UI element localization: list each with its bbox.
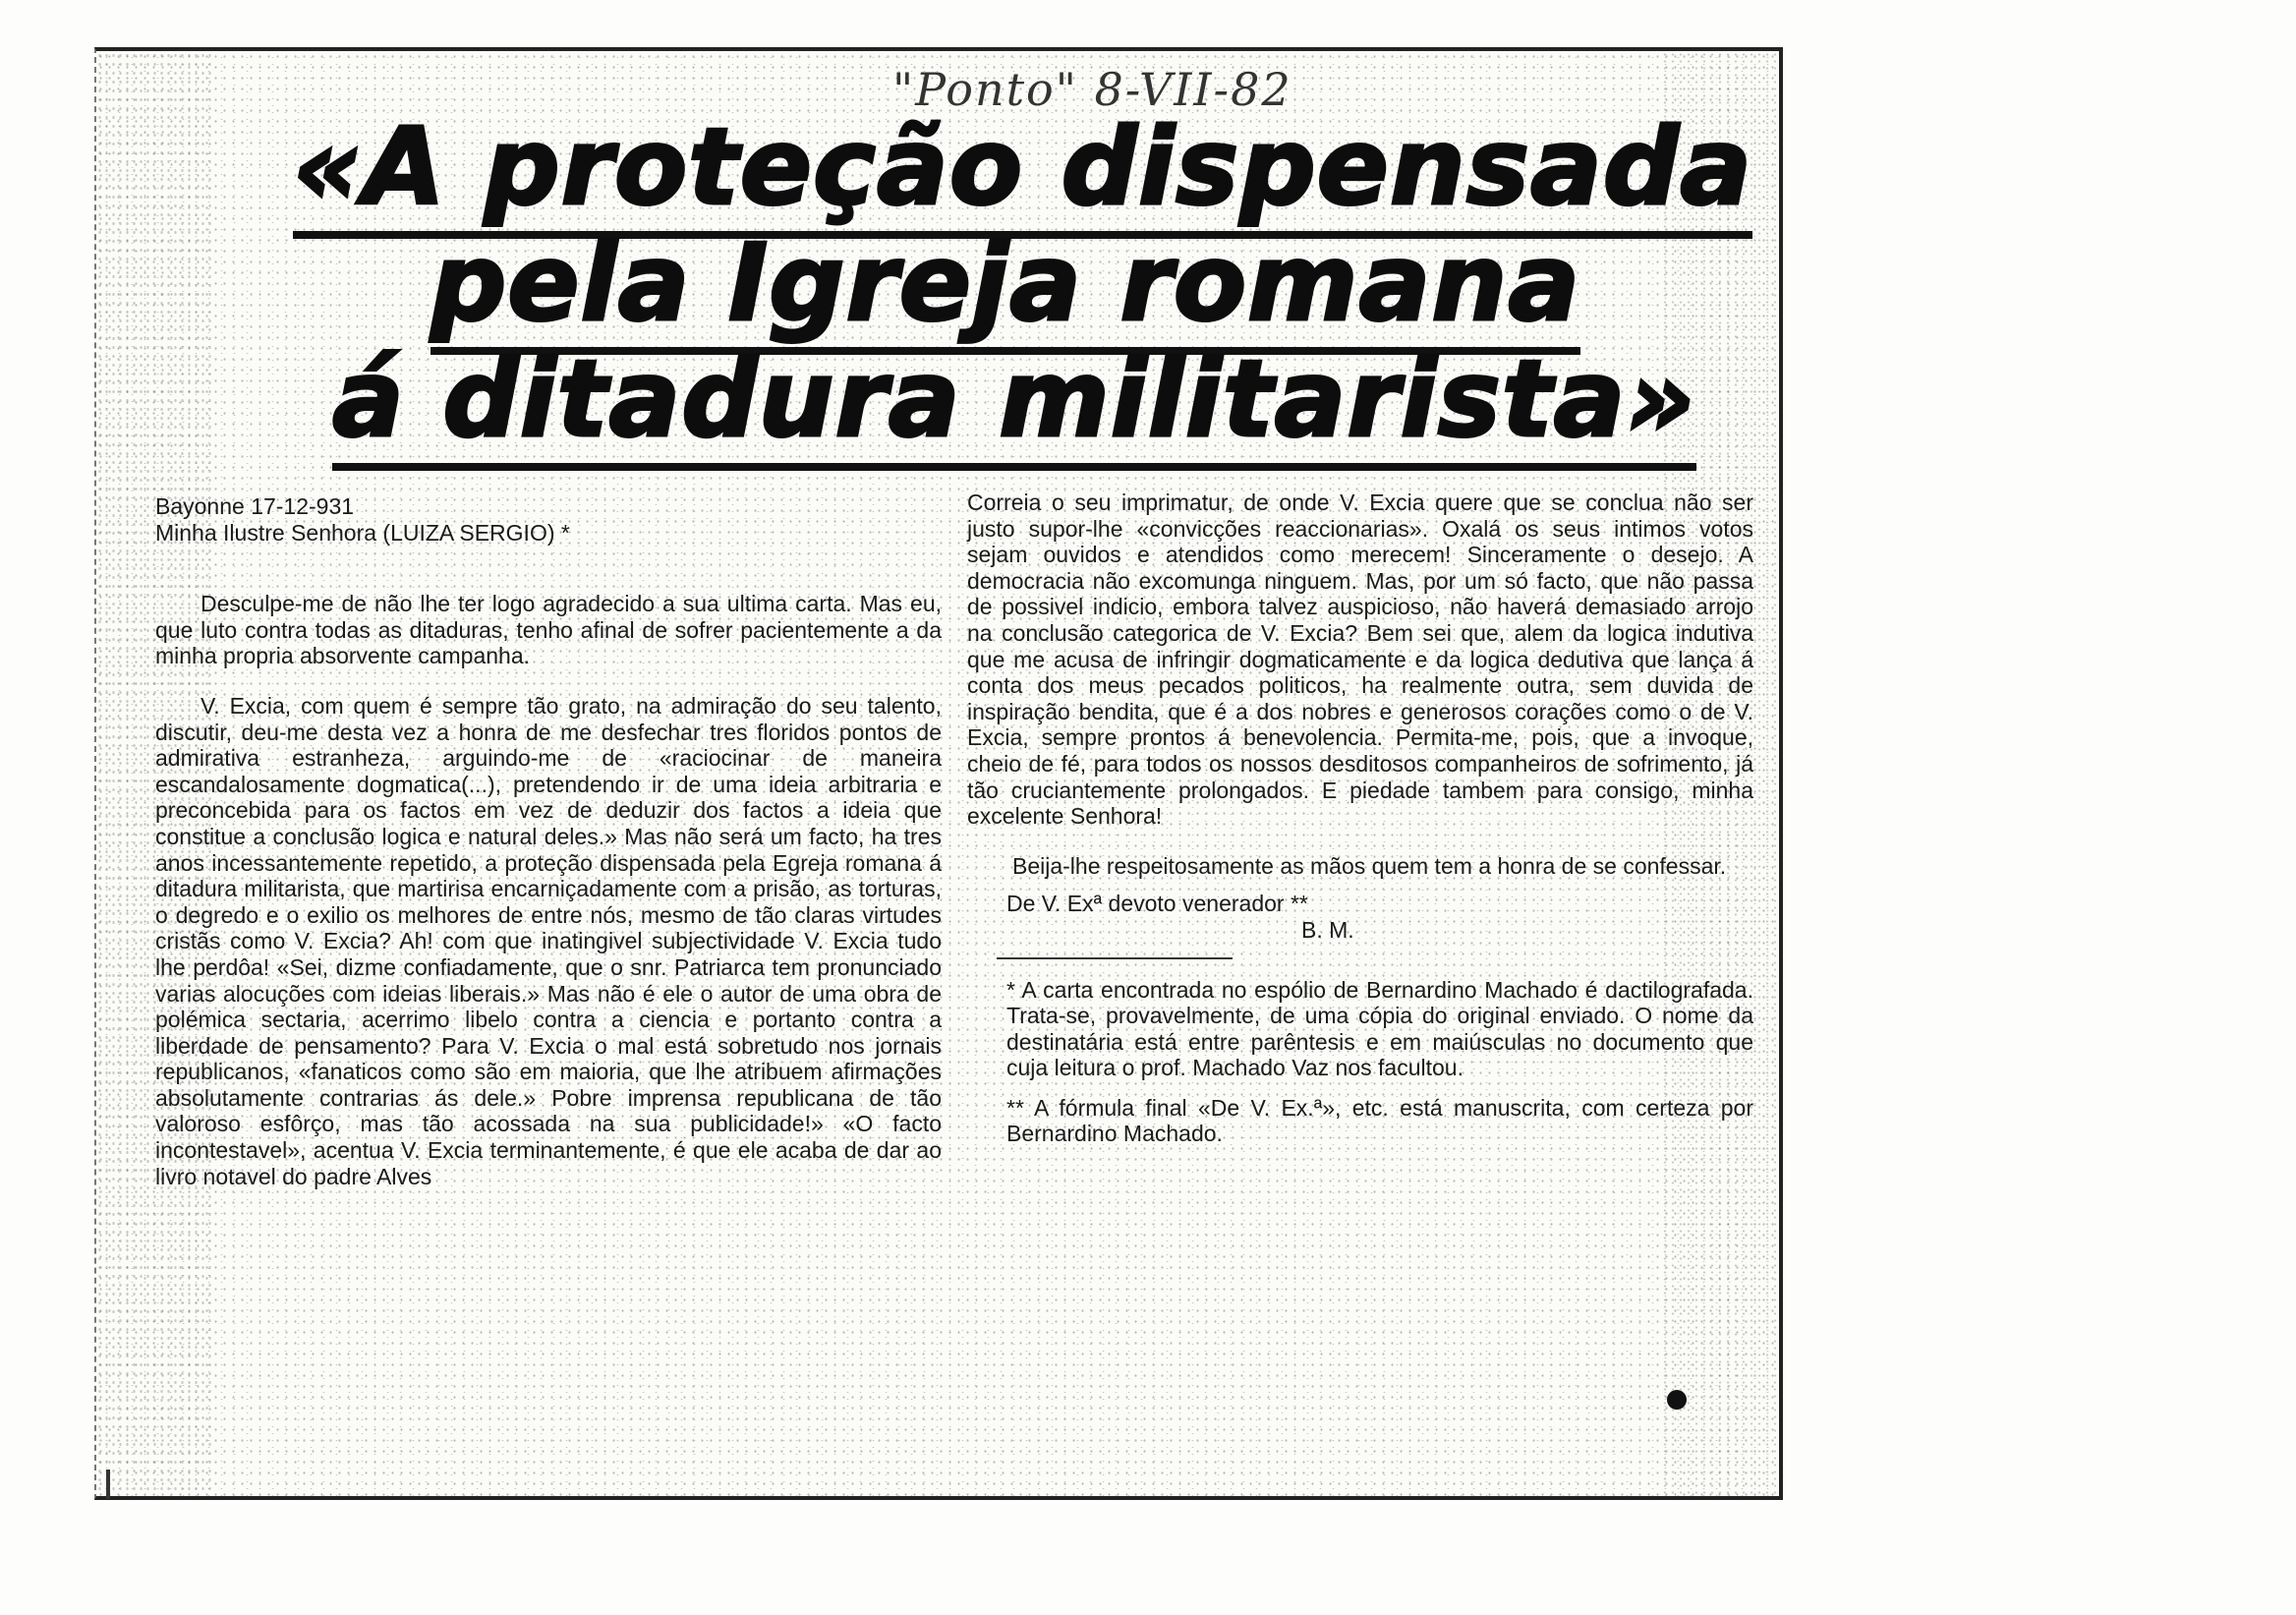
paragraph-1: Desculpe-me de não lhe ter logo agradecido a sua ultima carta. Mas eu, que luto contra todas as ditaduras, tenho afinal de sofrer pacientemente a da minha propria absorvente campanha. [155, 591, 942, 669]
newspaper-clipping [94, 47, 1783, 1500]
footnote-1: * A carta encontrada no espólio de Bernardino Machado é dactilografada. Trata-se, provavelmente, de uma cópia do original enviado. O nome da destinatária está entre parêntesis e em maiúsculas no documento que cuja leitura o prof. Machado Vaz nos facultou. [1006, 976, 1753, 1081]
left-column [155, 493, 942, 1189]
handwritten-source-date: "Ponto" 8-VII-82 [892, 63, 1292, 116]
paragraph-4: Beija-lhe respeitosamente as mãos quem tem a honra de se confessar. [1012, 852, 1727, 879]
end-bullet-mark [1667, 1390, 1687, 1410]
dateline: Bayonne 17-12-931 [155, 493, 355, 519]
right-column [967, 490, 1753, 1147]
headline-line-3: á ditadura militarista» [332, 342, 1689, 458]
headline [195, 106, 1753, 461]
headline-line-2: pela Igreja romana [430, 226, 1689, 342]
page-edge-mark [106, 1470, 110, 1499]
headline-line-1: «A proteção dispensada [293, 110, 1689, 226]
paragraph-3: Correia o seu imprimatur, de onde V. Excia quere que se conclua não ser justo supor-lhe «convicções reaccionarias». Oxalá os seus intimos votos sejam ouvidos e atendidos como merecem! Sinceramente o desejo. A democracia não excomunga ninguem. Mas, por um só facto, que não passa de possivel indicio, embora talvez auspicioso, não haverá demasiado arrojo na conclusão categorica de V. Excia? Bem sei que, alem da logica indutiva que me acusa de infringir dogmaticamente e da logica dedutiva que lança á conta dos meus pecados politicos, ha realmente outra, sem duvida de inspiração bendita, que é a dos nobres e generosos corações como o de V. Excia, sempre prontos á benevolencia. Permita-me, pois, que a invoque, cheio de fé, para todos os nossos desditosos companheiros de sofrimento, já tão cruciantemente prolongados. E piedade tambem para consigo, minha excelente Senhora! [967, 490, 1753, 830]
footnote-divider [997, 957, 1233, 959]
signoff: De V. Exª devoto venerador ** [1006, 891, 1308, 917]
paragraph-2: V. Excia, com quem é sempre tão grato, na admiração do seu talento, discutir, deu-me desta vez a honra de me desfechar tres floridos pontos de admirativa estranheza, arguindo-me de «raciocinar de maneira escandalosamente dogmatica(...), pretendendo ir de uma ideia arbitraria e preconcebida para os factos em vez de deduzir dos factos a ideia que constitue a conclusão logica e natural deles.» Mas não será um facto, ha tres anos incessantemente repetido, a proteção dispensada pela Egreja romana á ditadura militarista, que martirisa encarniçadamente com a prisão, as torturas, o degredo e o exilio os melhores de entre nós, mesmo de tão claras virtudes cristãs como V. Excia? Ah! com que inatingivel subjectividade V. Excia tudo lhe perdôa! «Sei, dizme confiadamente, que o snr. Patriarca tem pronunciado varias alocuções com ideias liberais.» Mas não é ele o autor de uma obra de polémica sectaria, acerrimo libelo contra a ciencia e portanto contra a liberdade de pensamento? Para V. Excia o mal está sobretudo nos jornais republicanos, «fanaticos como são em maioria, que lhe atribuem afirmações absolutamente contrarias ás dele.» Pobre imprensa republicana de tão valoroso esfôrço, mas tão acossada na sua publicidade!» «O facto incontestavel», acentua V. Excia terminantemente, é que ele acaba de dar ao livro notavel do padre Alves [155, 692, 942, 1189]
footnote-2: ** A fórmula final «De V. Ex.ª», etc. está manuscrita, com certeza por Bernardino Machado. [1006, 1094, 1753, 1147]
initials: B. M. [1301, 916, 1354, 943]
salutation: Minha Ilustre Senhora (LUIZA SERGIO) * [155, 519, 570, 546]
